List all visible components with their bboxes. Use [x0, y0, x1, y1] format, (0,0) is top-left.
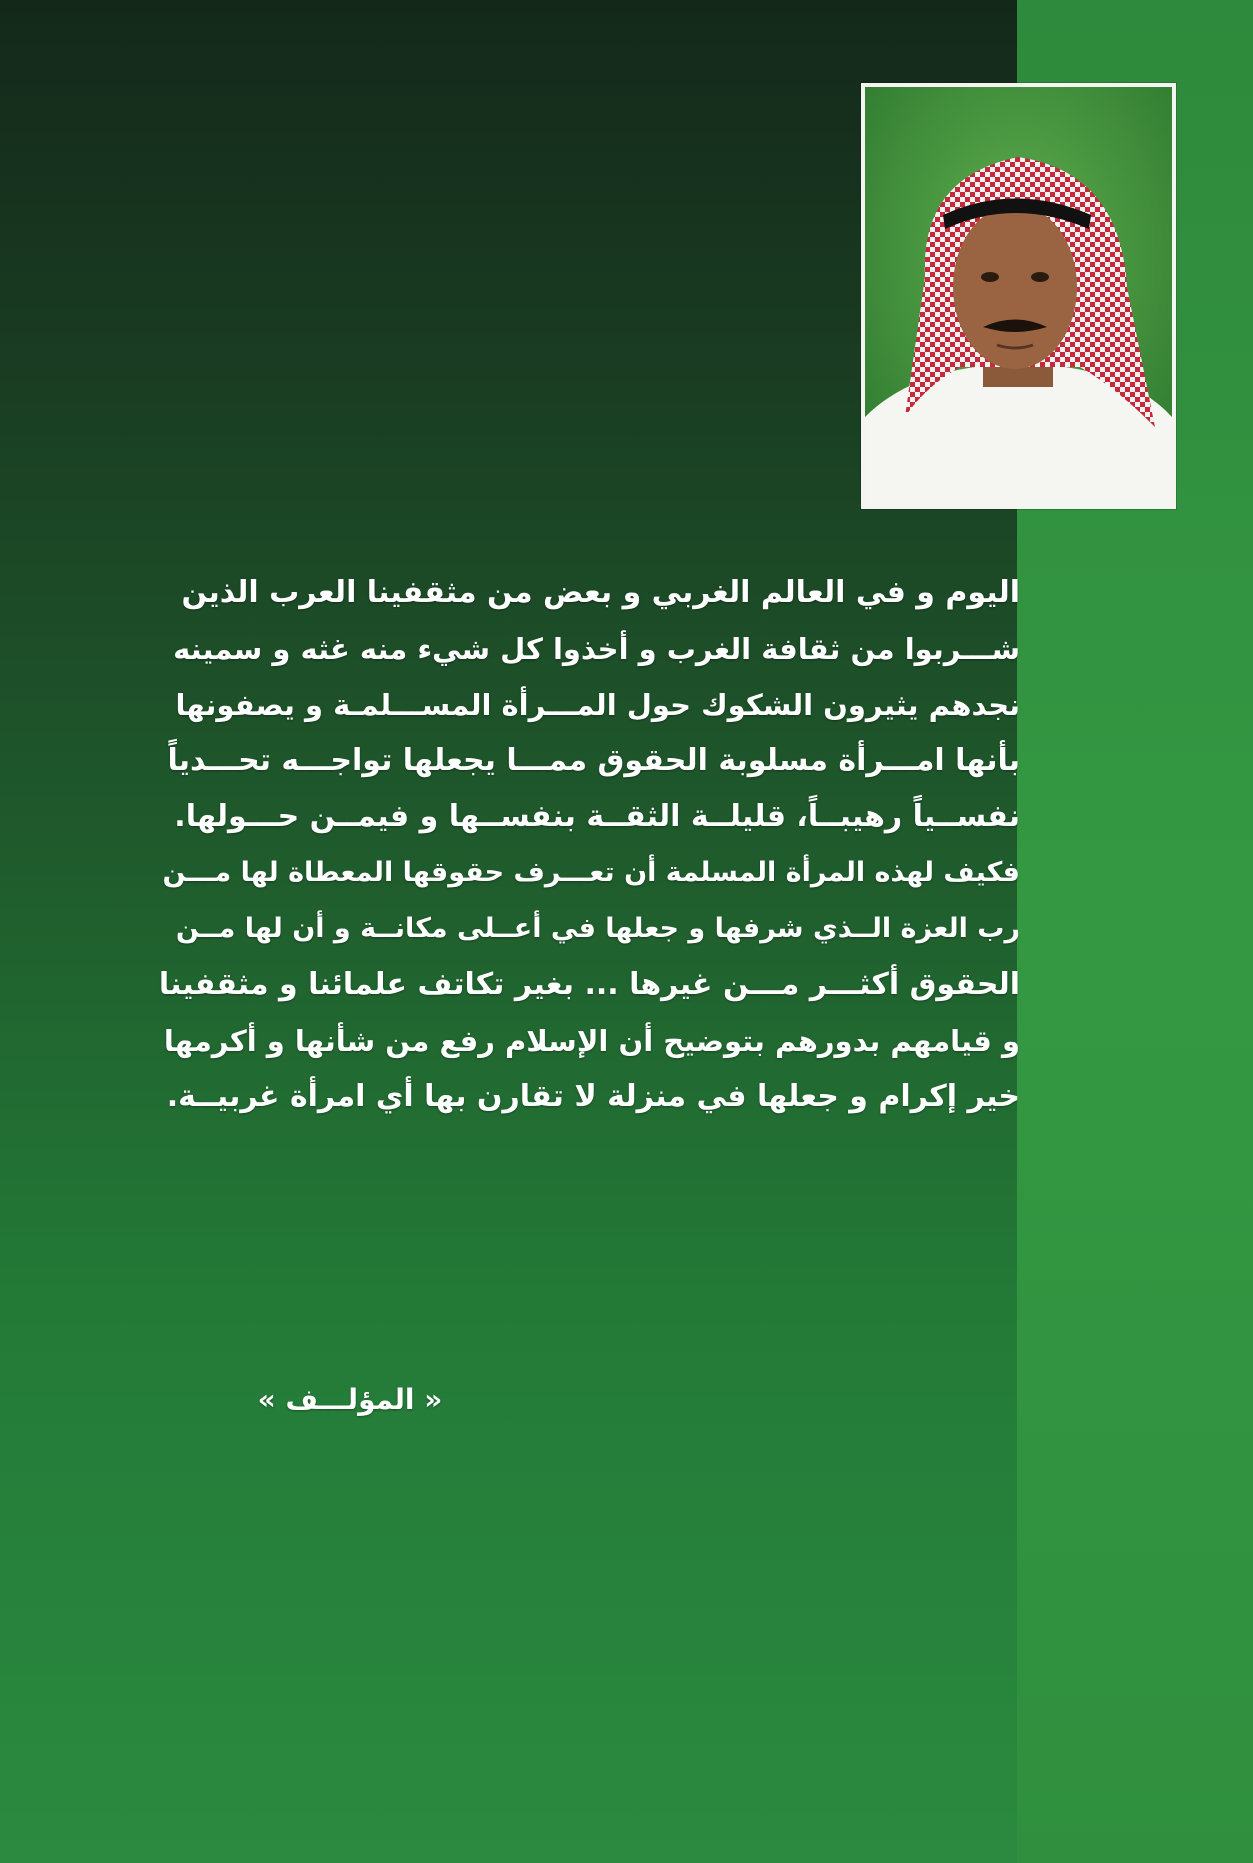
blurb-line: نجدهم يثيرون الشكوك حول المـــرأة المســـلمـة و يصفونها — [175, 688, 1020, 722]
author-portrait-icon — [865, 87, 1172, 505]
blurb-line: خير إكرام و جعلها في منزلة لا تقارن بها أي امرأة غربيــة. — [166, 1079, 1020, 1114]
blurb-line: رب العزة الــذي شرفها و جعلها في أعــلى مكانــة و أن لها مــن — [175, 913, 1020, 944]
blurb-line: شـــربوا من ثقافة الغرب و أخذوا كل شيء منه غثه و سمينه — [173, 632, 1020, 666]
author-photo — [861, 83, 1176, 509]
blurb-line: بأنها امـــرأة مسلوبة الحقوق ممـــا يجعلها تواجـــه تحـــدياً — [167, 743, 1020, 778]
blurb-line: نفســياً رهيبــاً، قليلــة الثقــة بنفســها و فيمــن حـــولها. — [174, 799, 1020, 834]
blurb-line: فكيف لهذه المرأة المسلمة أن تعـــرف حقوقها المعطاة لها مـــن — [162, 857, 1020, 888]
author-signature: « المؤلـــف » — [257, 1383, 443, 1416]
blurb-line: الحقوق أكثـــر مـــن غيرها ... بغير تكاتف علمائنا و مثقفينا — [158, 967, 1020, 1002]
blurb-text — [150, 565, 1020, 1125]
blurb-line: اليوم و في العالم الغربي و بعض من مثقفينا العرب الذين — [181, 575, 1020, 610]
blurb-line: و قيامهم بدورهم بتوضيح أن الإسلام رفع من شأنها و أكرمها — [163, 1024, 1020, 1058]
